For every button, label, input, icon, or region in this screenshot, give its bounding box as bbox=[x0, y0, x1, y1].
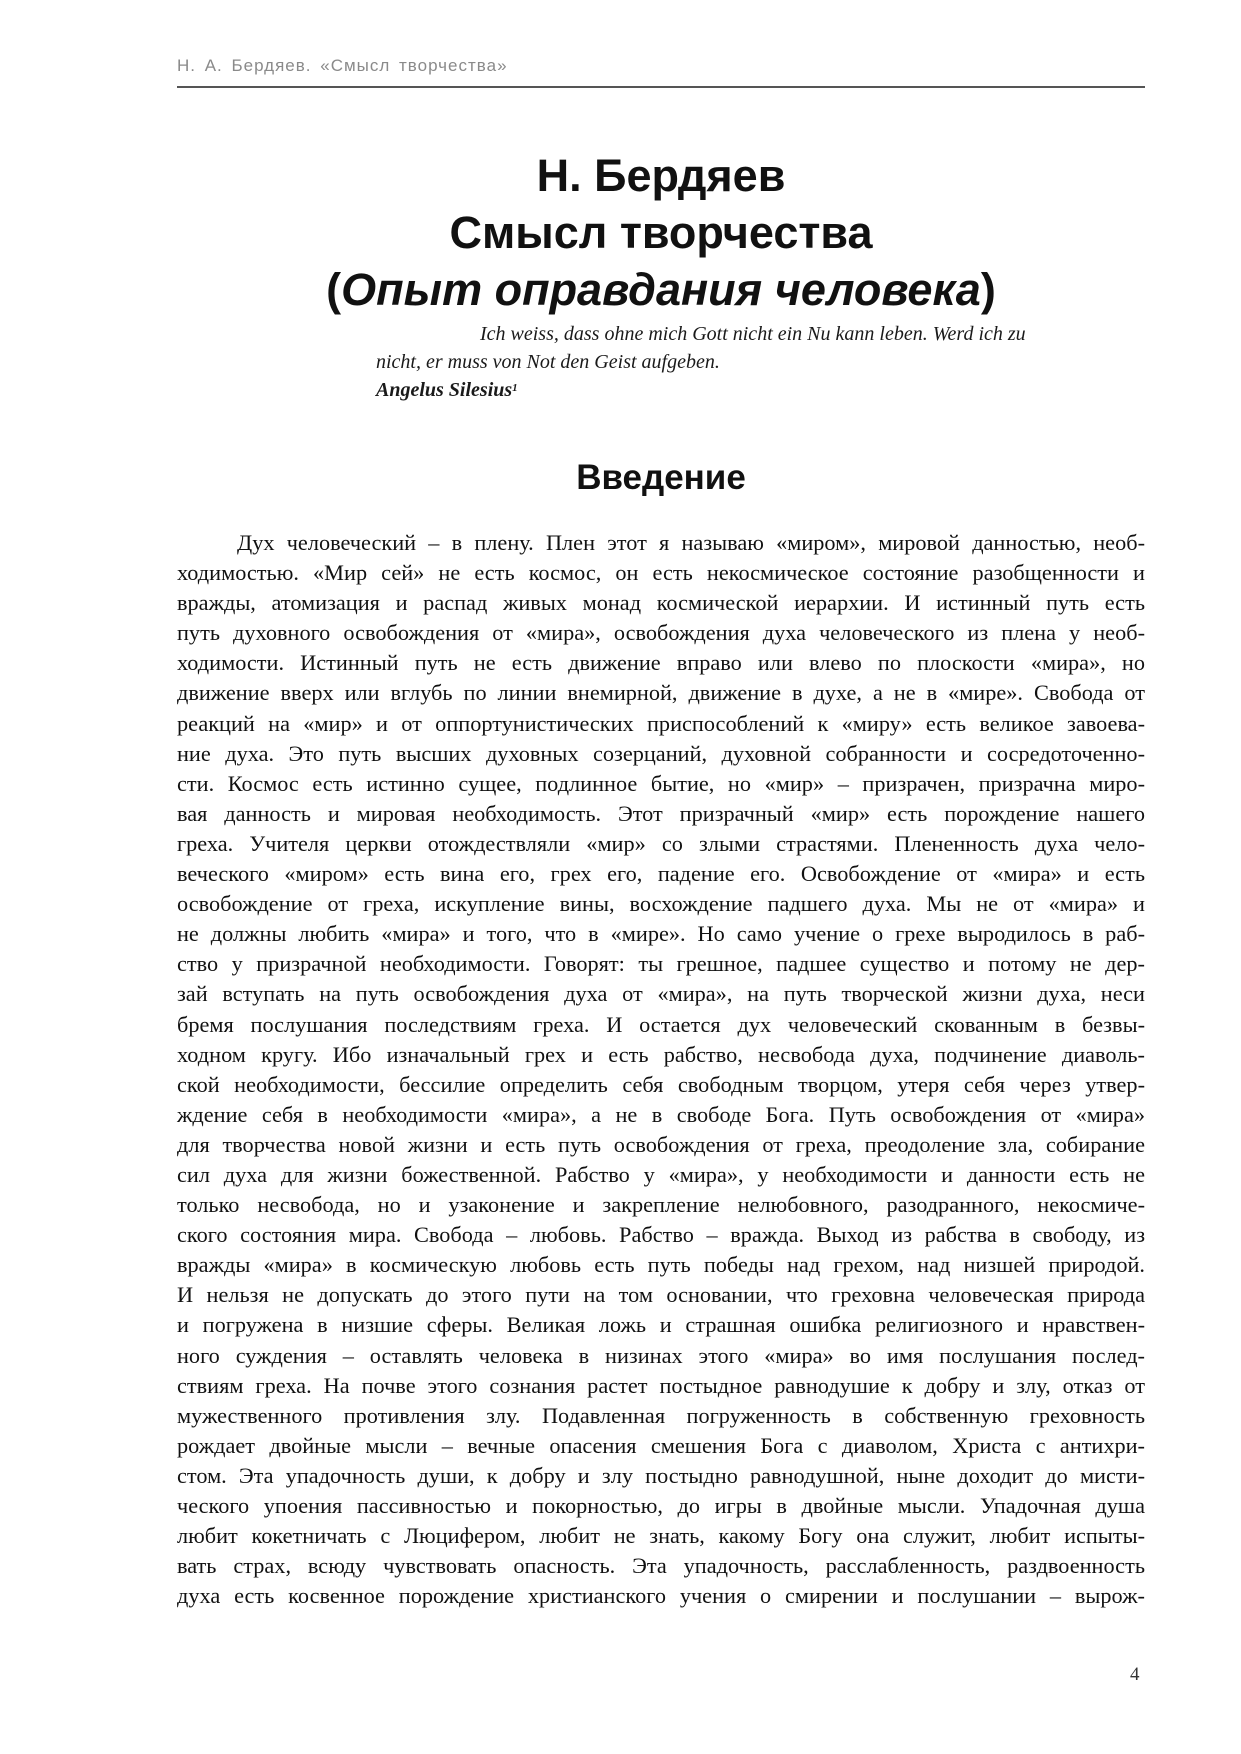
body-line: духа есть косвенное порождение христианского учения о смирении и послушании – вырож- bbox=[177, 1583, 1145, 1609]
body-line: ходимости. Истинный путь не есть движение вправо или влево по плоскости «мира», но bbox=[177, 650, 1145, 676]
body-line: освобождение от греха, искупление вины, восхождение падшего духа. Мы не от «мира» и bbox=[177, 891, 1145, 917]
body-line: вая данность и мировая необходимость. Этот призрачный «мир» есть порождение нашего bbox=[177, 800, 1145, 826]
running-header: Н. А. Бердяев. «Смысл творчества» bbox=[177, 56, 508, 75]
body-line: сти. Космос есть истинно сущее, подлинное бытие, но «мир» – призрачен, призрачна миро- bbox=[177, 770, 1145, 796]
body-line: путь духовного освобождения от «мира», освобождения духа человеческого из плена у необ- bbox=[177, 620, 1145, 646]
body-line: сил духа для жизни божественной. Рабство у «мира», у необходимости и данности есть не bbox=[177, 1161, 1145, 1187]
body-line: ской необходимости, бессилие определить себя свободным творцом, утеря себя через утвер- bbox=[177, 1071, 1145, 1097]
body-line: ходимостью. «Мир сей» не есть космос, он есть некосмическое состояние разобщенности и bbox=[177, 560, 1145, 586]
section-heading: Введение bbox=[576, 458, 746, 497]
body-line: движение вверх или вглубь по линии внемирной, движение в духе, а не в «мире». Свобода от bbox=[177, 680, 1145, 706]
body-line: стом. Эта упадочность души, к добру и злу постыдно равнодушной, ныне доходит до мисти- bbox=[177, 1462, 1145, 1488]
author-title: Н. Бердяев bbox=[536, 150, 786, 201]
epigraph-line-1: Ich weiss, dass ohne mich Gott nicht ein Nu kann leben. Werd ich zu bbox=[480, 323, 1026, 345]
body-line: ного суждения – оставлять человека в низинах этого «мира» во имя послушания послед- bbox=[177, 1342, 1145, 1368]
epigraph-author-name: Angelus Silesius bbox=[376, 379, 513, 401]
body-line: только несвобода, но и узаконение и закрепление нелюбовного, разодранного, некосмиче- bbox=[177, 1192, 1145, 1218]
body-line: и погружена в низшие сферы. Великая ложь и страшная ошибка религиозного и нравствен- bbox=[177, 1312, 1145, 1338]
body-line: не должны любить «мира» и того, что в «мире». Но само учение о грехе выродилось в раб- bbox=[177, 921, 1145, 947]
body-line: вражды, атомизация и распад живых монад космической иерархии. И истинный путь есть bbox=[177, 590, 1145, 616]
body-line: ходном кругу. Ибо изначальный грех и есть рабство, несвобода духа, подчинение диаволь- bbox=[177, 1041, 1145, 1067]
body-line: рождает двойные мысли – вечные опасения смешения Бога с диаволом, Христа с антихри- bbox=[177, 1432, 1145, 1458]
body-text bbox=[177, 528, 1145, 1611]
body-line: вражды «мира» в космическую любовь есть путь победы над грехом, над низшей природой. bbox=[177, 1252, 1145, 1278]
footnote-mark: 1 bbox=[512, 382, 518, 394]
page-number: 4 bbox=[1130, 1664, 1140, 1685]
body-line: реакций на «мир» и от оппортунистических приспособлений к «миру» есть великое завоева- bbox=[177, 710, 1145, 736]
body-line: для творчества новой жизни и есть путь освобождения от греха, преодоление зла, собирание bbox=[177, 1131, 1145, 1157]
body-line: ство у призрачной необходимости. Говорят: ты грешное, падшее существо и потому не дер- bbox=[177, 951, 1145, 977]
epigraph-author bbox=[376, 376, 1120, 404]
body-line: веческого «миром» есть вина его, грех его, падение его. Освобождение от «мира» и есть bbox=[177, 861, 1145, 887]
epigraph bbox=[376, 320, 1120, 404]
subtitle-close-paren: ) bbox=[980, 264, 996, 315]
body-line: вать страх, всюду чувствовать опасность. Эта упадочность, расслабленность, раздвоенность bbox=[177, 1553, 1145, 1579]
epigraph-line-2: nicht, er muss von Not den Geist aufgeben. bbox=[376, 351, 720, 373]
body-line: И нельзя не допускать до этого пути на том основании, что греховна человеческая природа bbox=[177, 1282, 1145, 1308]
subtitle-open-paren: ( bbox=[326, 264, 342, 315]
work-title: Смысл творчества bbox=[449, 207, 873, 258]
body-line: ского состояния мира. Свобода – любовь. Рабство – вражда. Выход из рабства в свободу, из bbox=[177, 1222, 1145, 1248]
header-rule bbox=[177, 86, 1145, 88]
body-line: ние духа. Это путь высших духовных созерцаний, духовной собранности и сосредоточенно- bbox=[177, 740, 1145, 766]
body-line: Дух человеческий – в плену. Плен этот я называю «миром», мировой данностью, необ- bbox=[237, 530, 1145, 555]
subtitle-text: Опыт оправдания человека bbox=[341, 264, 981, 315]
body-line: ждение себя в необходимости «мира», а не в свободе Бога. Путь освобождения от «мира» bbox=[177, 1101, 1145, 1127]
body-line: мужественного противления злу. Подавленная погруженность в собственную греховность bbox=[177, 1402, 1145, 1428]
subtitle bbox=[177, 261, 1145, 318]
body-line: любит кокетничать с Люцифером, любит не знать, какому Богу она служит, любит испыты- bbox=[177, 1523, 1145, 1549]
body-line: ческого упоения пассивностью и покорностью, до игры в двойные мысли. Упадочная душа bbox=[177, 1493, 1145, 1518]
title-block bbox=[177, 147, 1145, 318]
body-line: зай вступать на путь освобождения духа от «мира», на путь творческой жизни духа, неси bbox=[177, 981, 1145, 1007]
body-line: ствиям греха. На почве этого сознания растет постыдное равнодушие к добру и злу, отказ от bbox=[177, 1372, 1145, 1398]
body-line: греха. Учителя церкви отождествляли «мир» со злыми страстями. Плененность духа чело- bbox=[177, 830, 1145, 856]
body-line: бремя послушания последствиям греха. И остается дух человеческий скованным в безвы- bbox=[177, 1011, 1145, 1037]
